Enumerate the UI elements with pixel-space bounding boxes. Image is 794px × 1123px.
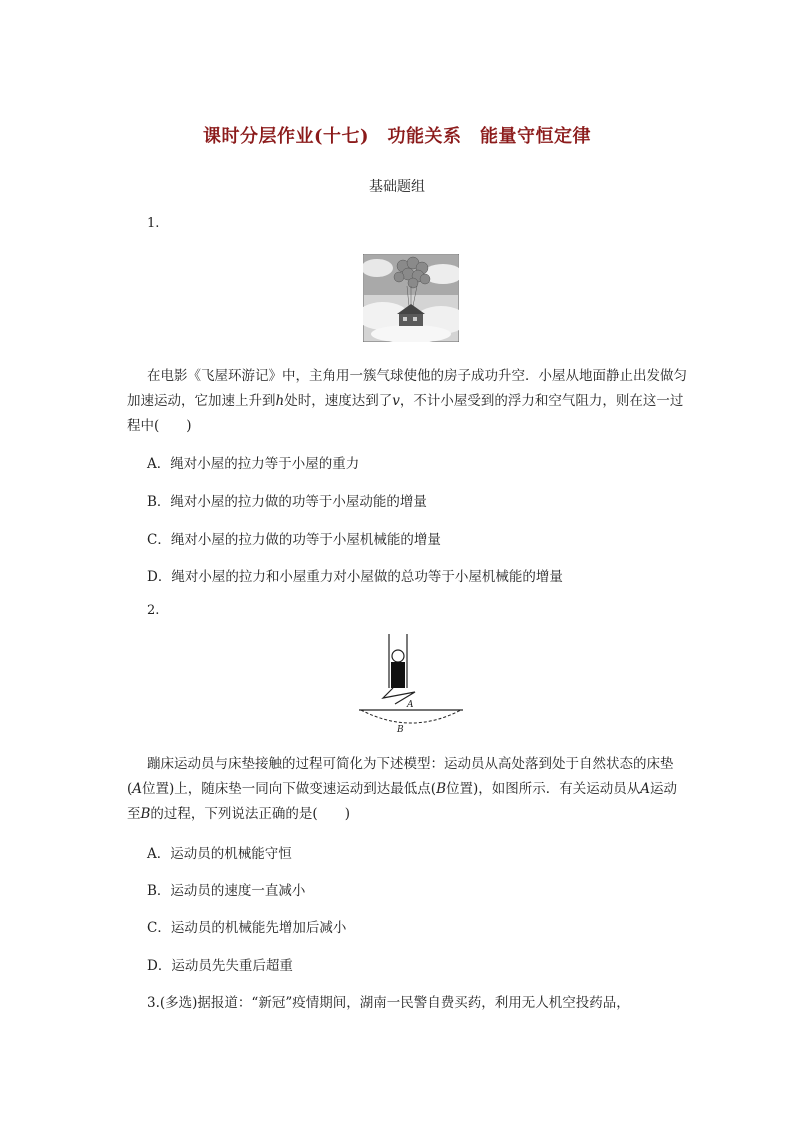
question-1-option-d: D．绳对小屋的拉力和小屋重力对小屋做的总功等于小屋机械能的增量 (147, 569, 563, 585)
page-title: 课时分层作业(十七) 功能关系 能量守恒定律 (202, 126, 592, 147)
question-2-option-b: B．运动员的速度一直减小 (147, 883, 306, 899)
athlete-head (392, 650, 404, 662)
question-1-option-b: B．绳对小屋的拉力做的功等于小屋动能的增量 (147, 494, 427, 510)
question-3 (147, 991, 630, 1011)
label-b: B (397, 725, 404, 734)
question-1-stem: 在电影《飞屋环游记》中，主角用一簇气球使他的房子成功升空．小屋从地面静止出发做匀加速运动，它加速上升到h处时，速度达到了v，不计小屋受到的浮力和空气阻力，则在这一过程中( ) (127, 368, 687, 434)
athlete-body (391, 662, 405, 688)
question-2-stem: 蹦床运动员与床垫接触的过程可简化为下述模型：运动员从高处落到处于自然状态的床垫(A位置)上，随床垫一同向下做变速运动到达最低点(B位置)，如图所示．有关运动员从A运动至B的过程，下列说法正确的是( ) (127, 756, 678, 822)
flying-house-photo (363, 254, 459, 342)
question-1-option-a: A．绳对小屋的拉力等于小屋的重力 (147, 456, 360, 472)
section-heading: 基础题组 (369, 179, 425, 195)
trampoline-lowest-curve (361, 710, 461, 723)
label-a: A (407, 700, 414, 710)
question-2-option-a: A．运动员的机械能守恒 (147, 846, 292, 862)
question-1-option-c: C．绳对小屋的拉力做的功等于小屋机械能的增量 (147, 532, 441, 548)
question-1-number: 1. (147, 216, 160, 231)
question-2-option-c: C．运动员的机械能先增加后减小 (147, 920, 347, 936)
trampoline-diagram (355, 632, 467, 734)
question-3-number: 3. (147, 995, 160, 1011)
question-2-option-d: D．运动员先失重后超重 (147, 958, 293, 974)
question-2-number: 2. (147, 603, 160, 618)
question-3-stem: (多选)据报道：“新冠”疫情期间，湖南一民警自费买药，利用无人机空投药品， (159, 995, 630, 1011)
